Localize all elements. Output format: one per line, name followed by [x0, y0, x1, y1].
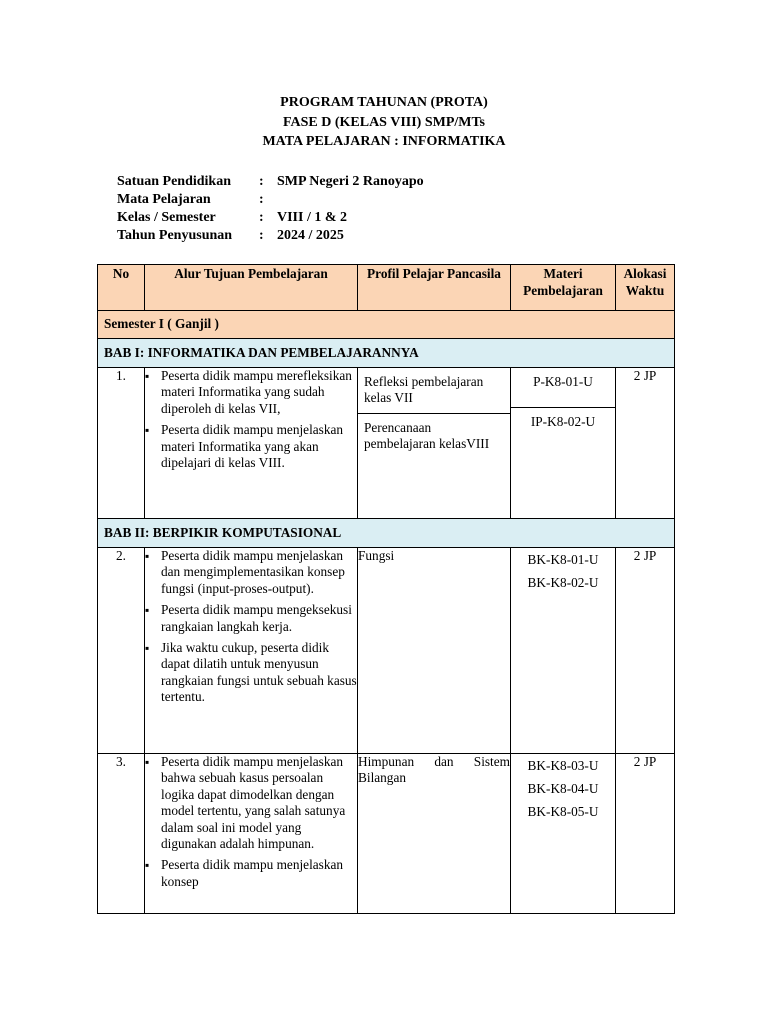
meta-colon: : — [259, 228, 264, 243]
chapter-row — [98, 519, 675, 548]
meta-row-mapel — [117, 191, 424, 209]
title-line-1: PROGRAM TAHUNAN (PROTA) — [280, 95, 488, 110]
atp-item: ▪ Peserta didik mampu menjelaskan konsep — [145, 857, 357, 890]
atp-cell — [145, 548, 358, 754]
title-line-3: MATA PELAJARAN : INFORMATIKA — [262, 134, 506, 149]
meta-value: SMP Negeri 2 Ranoyapo — [277, 174, 424, 189]
meta-key: Mata Pelajaran — [117, 192, 211, 207]
profil-cell: Himpunan dan Sistem Bilangan — [358, 754, 511, 914]
chapter-label: BAB II: BERPIKIR KOMPUTASIONAL — [98, 519, 675, 548]
materi-cell — [511, 548, 616, 754]
header-alokasi: Alokasi Waktu — [616, 265, 675, 311]
meta-colon: : — [259, 174, 264, 189]
alokasi-cell: 2 JP — [616, 368, 675, 519]
meta-value: 2024 / 2025 — [277, 228, 344, 243]
meta-row-tahun — [117, 227, 424, 245]
atp-item: ▪ Peserta didik mampu menjelaskan dan mengimplementasikan konsep fungsi (input-proses-output). — [145, 548, 357, 597]
document-title — [0, 93, 768, 152]
meta-key: Satuan Pendidikan — [117, 174, 231, 189]
identity-block — [117, 173, 424, 245]
semester-row — [98, 311, 675, 339]
atp-item: ▪ Peserta didik mampu mengeksekusi rangkaian langkah kerja. — [145, 602, 357, 635]
chapter-row — [98, 339, 675, 368]
meta-colon: : — [259, 210, 264, 225]
alokasi-cell: 2 JP — [616, 754, 675, 914]
atp-item: ▪ Jika waktu cukup, peserta didik dapat dilatih untuk menyusun rangkaian fungsi untuk sebuah kasus tertentu. — [145, 640, 357, 706]
materi-code: BK-K8-02-U — [527, 575, 599, 590]
meta-row-satuan — [117, 173, 424, 191]
materi-cell — [511, 754, 616, 914]
header-atp: Alur Tujuan Pembelajaran — [145, 265, 358, 311]
title-line-2: FASE D (KELAS VIII) SMP/MTs — [282, 114, 485, 130]
table-row — [98, 368, 675, 519]
row-number: 3. — [98, 754, 145, 914]
materi-code: BK-K8-01-U — [527, 552, 599, 567]
table-row — [98, 548, 675, 754]
row-number: 1. — [98, 368, 145, 519]
materi-code: BK-K8-04-U — [527, 781, 599, 796]
materi-code: BK-K8-05-U — [527, 804, 599, 819]
atp-cell — [145, 368, 358, 519]
chapter-label: BAB I: INFORMATIKA DAN PEMBELAJARANNYA — [98, 339, 675, 368]
materi-code: IP-K8-02-U — [511, 407, 615, 474]
prota-table — [97, 264, 675, 914]
materi-cell — [511, 368, 616, 519]
meta-row-kelas — [117, 209, 424, 227]
meta-value: VIII / 1 & 2 — [277, 210, 348, 225]
meta-key: Kelas / Semester — [117, 210, 216, 225]
table-row — [98, 754, 675, 914]
table-header-row — [98, 265, 675, 311]
alokasi-cell: 2 JP — [616, 548, 675, 754]
profil-item: Perencanaan pembelajaran kelasVIII — [358, 413, 510, 459]
atp-item: ▪ Peserta didik mampu merefleksikan materi Informatika yang sudah diperoleh di kelas VII, — [145, 368, 357, 417]
semester-label: Semester I ( Ganjil ) — [98, 311, 675, 339]
atp-item: ▪ Peserta didik mampu menjelaskan bahwa sebuah kasus persoalan logika dapat dimodelkan dengan model tertentu, yang salah satunya dalam soal ini model yang digunakan adalah himpunan. — [145, 754, 357, 852]
profil-cell: Fungsi — [358, 548, 511, 754]
profil-item: Refleksi pembelajaran kelas VII — [364, 374, 484, 406]
meta-colon: : — [259, 192, 264, 207]
atp-cell — [145, 754, 358, 914]
profil-cell — [358, 368, 511, 519]
materi-code: BK-K8-03-U — [527, 758, 599, 773]
meta-key: Tahun Penyusunan — [117, 228, 233, 243]
header-no: No — [98, 265, 145, 311]
header-profil: Profil Pelajar Pancasila — [358, 265, 511, 311]
header-materi: Materi Pembelajaran — [511, 265, 616, 311]
row-number: 2. — [98, 548, 145, 754]
atp-item: ▪ Peserta didik mampu menjelaskan materi Informatika yang akan dipelajari di kelas VIII. — [145, 422, 357, 471]
materi-code: P-K8-01-U — [533, 374, 593, 389]
